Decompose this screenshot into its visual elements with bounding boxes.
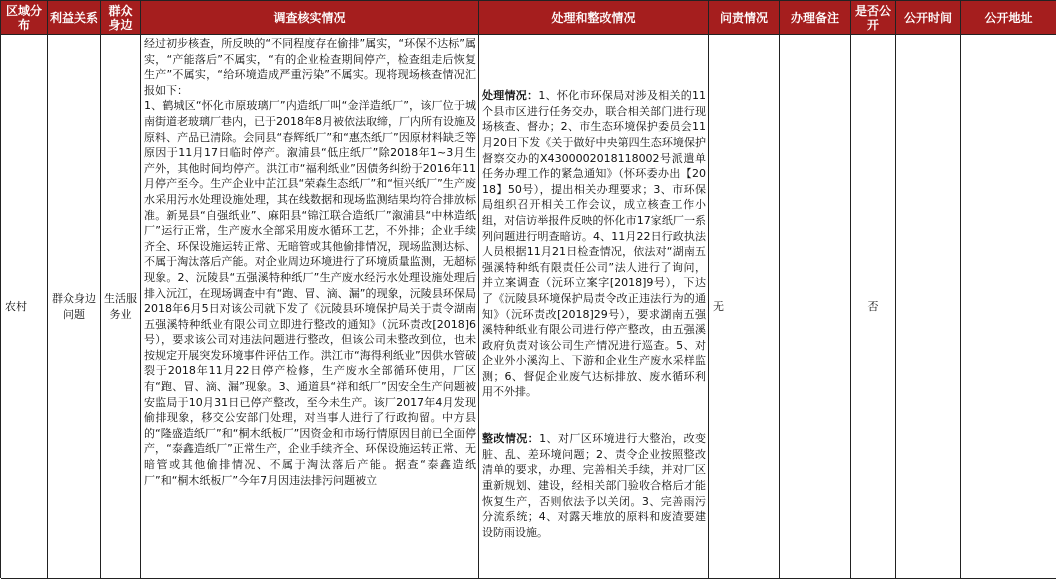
handling-label: 处理情况：	[482, 89, 539, 103]
cell-side	[101, 35, 141, 579]
header-handling: 处理和整改情况	[479, 1, 709, 35]
header-investigation: 调查核实情况	[141, 1, 479, 35]
cell-handling	[479, 35, 709, 579]
handling-paragraph	[482, 88, 706, 400]
header-accountability: 问责情况	[709, 1, 780, 35]
interest-text: 群众身边问题	[52, 291, 96, 321]
cell-accountability	[709, 35, 780, 579]
cell-public-time	[896, 35, 961, 579]
cell-public-address	[961, 35, 1056, 579]
header-public-address: 公开地址	[961, 1, 1056, 35]
header-region: 区域分布	[1, 1, 48, 35]
header-public: 是否公开	[851, 1, 896, 35]
cell-region	[1, 35, 48, 579]
rectify-label: 整改情况：	[482, 432, 540, 446]
header-remark: 办理备注	[780, 1, 851, 35]
handling-text: 1、怀化市环保局对涉及相关的11个县市区进行任务交办，联合相关部门进行现场核查、督办；2、市生态环境保护委员会11月20日下发《关于做好中央第四生态环境保护督察交办的X4300002018118002号派遣单任务办理工作的紧急通知》（怀环委办出【2018】50号），提出相关办理要求；3、市环保局组织召开相关工作会议，成立核查工作小组，对信访举报件反映的怀化市17家纸厂一系列问题进行明查暗访。4、11月22日行政执法人员根据11月21日检查情况，依法对“湖南五强溪特种纸有限责任公司”法人进行了询问，并立案调查（沅环立案字[2018]9号），下达了《沅陵县环境保护局责令改正违法行为的通知》（沅环责改[2018]29号），要求湖南五强溪特种纸业有限公司进行停产整改，由五强溪政府负责对该公司生产情况进行巡查。5、对企业外小溪沟上、下游和企业生产废水采样监测；6、督促企业废气达标排放、废水循环利用不外排。	[482, 89, 707, 399]
cell-investigation	[141, 35, 479, 579]
rectify-paragraph	[482, 431, 706, 540]
rectify-text: 1、对厂区环境进行大整治，改变脏、乱、差环境问题；2、责令企业按照整改清单的要求，办理、完善相关手续，并对厂区重新规划、建设，经相关部门验收合格后才能恢复生产，否则依法予以关闭。3、完善雨污分流系统；4、对露天堆放的原料和废渣要建设防雨设施。	[482, 432, 707, 539]
cell-interest	[48, 35, 101, 579]
public-text: 否	[867, 299, 879, 313]
investigation-text: 经过初步核查，所反映的“不同程度存在偷排”属实，“环保不达标”属实，“产能落后”不属实，“有的企业检查期间停产，检查组走后恢复生产”不属实，“给环境造成严重污染”不属实。现将现场核查情况汇报如下： 1、鹤城区“怀化市原玻璃厂”内造纸厂叫“金洋造纸厂”，该厂位于城南街道老玻璃厂巷内，已于2018年8月被依法取缔，厂内所有设施及原料、产品已清除。会同县“春辉纸厂”和“惠杰纸厂”因原材料缺乏等原因于11月17日临时停产。溆浦县“低庄纸厂”除2018年1~3月生产外，其他时间均停产。洪江市“福利纸业”因债务纠纷于2016年11月停产至今。生产企业中芷江县“荣森生态纸厂”和“恒兴纸厂”生产废水采用污水处理设施处理，其在线数据和现场监测结果均符合排放标准。新晃县“自强纸业”、麻阳县“锦江联合造纸厂”溆浦县“中林造纸厂”运行正常，生产废水全部采用废水循环工艺，不外排；企业手续齐全、环保设施运转正常、无暗管或其他偷排情况，现场监测达标、不属于淘汰落后产能。对企业周边环境进行了环境质量监测，无超标现象。2、沅陵县“五强溪特种纸厂”生产废水经污水处理设施处理后排入沅江，在现场调查中有“跑、冒、滴、漏”的现象，沅陵县环保局2018年6月5日对该公司就下发了《沅陵县环境保护局关于责令湖南五强溪特种纸业有限公司立即进行整改的通知》（沅环责改[2018]6号），要求该公司对违法问题进行整改，但该公司未整改到位，也未按规定开展突发环境事件评估工作。洪江市“海得利纸业”因供水管破裂于2018年11月22日停产检修，生产废水全部循环使用，厂区有“跑、冒、滴、漏”现象。3、通道县“祥和纸厂”因安全生产问题被安监局于10月31日已停产整改，至今未生产。该厂2017年4月发现偷排现象，移交公安部门处理，对当事人进行了行政拘留。中方县的“隆盛造纸厂”和“桐木纸板厂”因资金和市场行情原因目前已全面停产，“泰鑫造纸厂”正常生产，企业手续齐全、环保设施运转正常、无暗管或其他偷排情况、不属于淘汰落后产能。据查“泰鑫造纸厂”和“桐木纸板厂”今年7月因违法排污问题被立	[144, 37, 476, 487]
header-public-time: 公开时间	[896, 1, 961, 35]
region-text: 农村	[5, 299, 27, 313]
header-side: 群众身边	[101, 1, 141, 35]
cell-remark	[780, 35, 851, 579]
accountability-text: 无	[713, 299, 724, 313]
cell-public	[851, 35, 896, 579]
side-text: 生活服务业	[104, 291, 137, 321]
header-interest: 利益关系	[48, 1, 101, 35]
